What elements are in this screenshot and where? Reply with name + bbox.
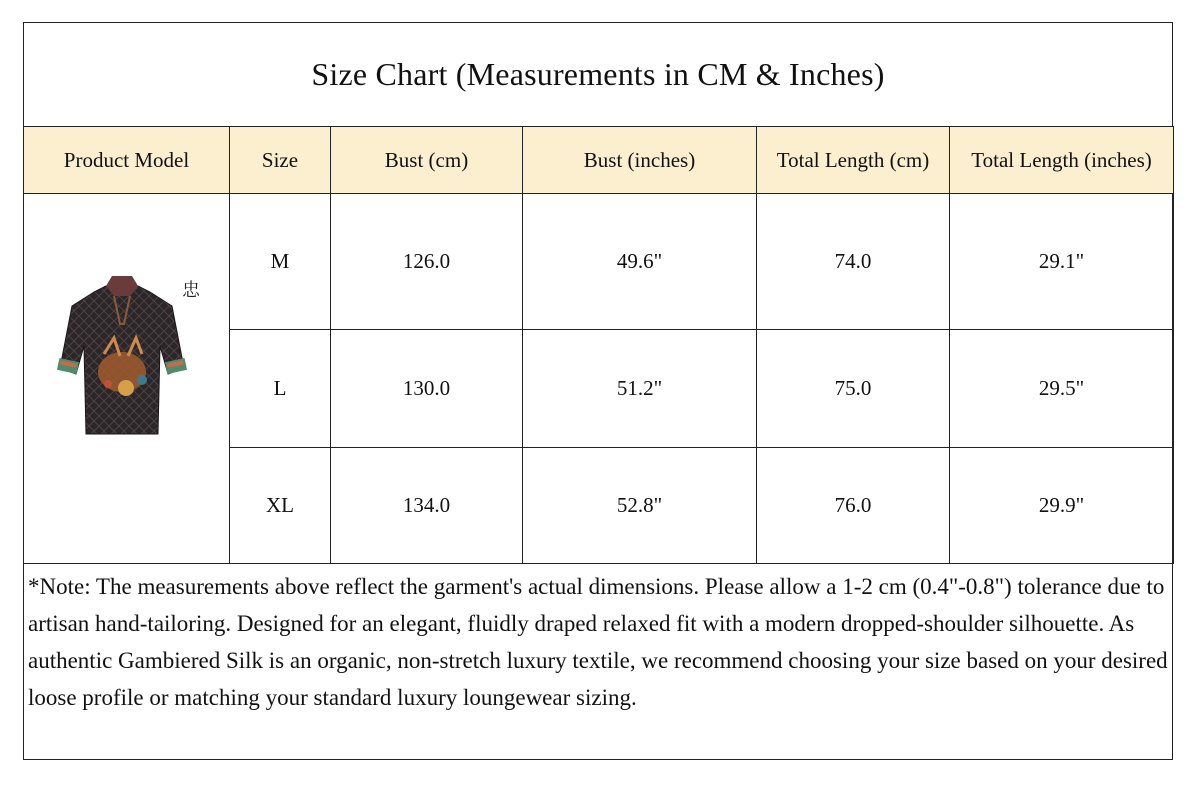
cell-bust-inches: 51.2" bbox=[523, 330, 757, 448]
header-length-inches: Total Length (inches) bbox=[950, 127, 1174, 194]
header-row bbox=[24, 127, 1174, 194]
cell-bust-inches: 49.6" bbox=[523, 194, 757, 330]
silk-shirt-image bbox=[54, 276, 189, 441]
cell-length-cm: 74.0 bbox=[757, 194, 950, 330]
cell-length-cm: 76.0 bbox=[757, 448, 950, 564]
product-image bbox=[24, 196, 229, 561]
header-size: Size bbox=[230, 127, 331, 194]
header-bust-cm: Bust (cm) bbox=[331, 127, 523, 194]
header-product-model: Product Model bbox=[24, 127, 230, 194]
cell-bust-cm: 126.0 bbox=[331, 194, 523, 330]
page-title: Size Chart (Measurements in CM & Inches) bbox=[311, 56, 885, 92]
cell-size: XL bbox=[230, 448, 331, 564]
header-length-cm: Total Length (cm) bbox=[757, 127, 950, 194]
cell-bust-inches: 52.8" bbox=[523, 448, 757, 564]
cell-length-inches: 29.1" bbox=[950, 194, 1174, 330]
cell-length-cm: 75.0 bbox=[757, 330, 950, 448]
cell-size: M bbox=[230, 194, 331, 330]
sizing-note: *Note: The measurements above reflect the garment's actual dimensions. Please allow a 1-2 cm (0.4"-0.8") tolerance due to artisan hand-tailoring. Designed for an elegant, fluidly draped relaxed fit with a modern dropped-shoulder silhouette. As authentic Gambiered Silk is an organic, non-stretch luxury textile, we recommend choosing your size based on your desired loose profile or matching your standard luxury loungewear sizing. bbox=[28, 574, 1168, 710]
table-row bbox=[24, 194, 1174, 330]
cell-length-inches: 29.5" bbox=[950, 330, 1174, 448]
cell-length-inches: 29.9" bbox=[950, 448, 1174, 564]
cell-size: L bbox=[230, 330, 331, 448]
brand-logo-mark: 忠 bbox=[182, 280, 200, 301]
size-table bbox=[23, 126, 1174, 564]
cell-bust-cm: 134.0 bbox=[331, 448, 523, 564]
size-chart-sheet bbox=[23, 22, 1173, 760]
cell-bust-cm: 130.0 bbox=[331, 330, 523, 448]
header-bust-inches: Bust (inches) bbox=[523, 127, 757, 194]
title-row bbox=[24, 23, 1172, 127]
product-image-cell bbox=[24, 194, 230, 564]
